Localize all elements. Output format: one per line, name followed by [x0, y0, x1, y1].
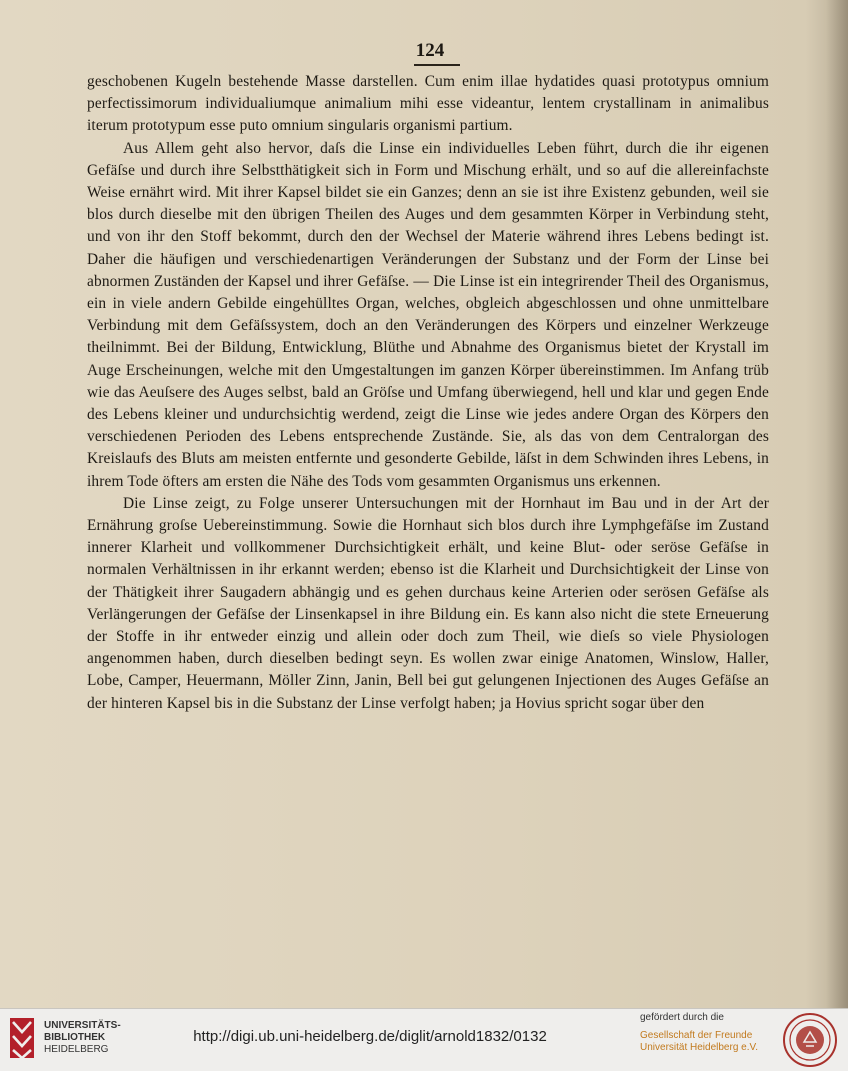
permalink-url[interactable]: http://digi.ub.uni-heidelberg.de/diglit/arnold1832/0132	[193, 1028, 547, 1045]
library-logo-icon	[8, 1014, 36, 1062]
sponsor-prefix: gefördert durch die	[640, 1012, 724, 1023]
sponsor-name: Universität Heidelberg e.V.	[640, 1042, 759, 1053]
paragraph: Die Linse zeigt, zu Folge unserer Untersuchungen mit der Hornhaut im Bau und in der Art der Ernährung groſse Uebereinstimmung. Sowie die Hornhaut sich blos durch ihre Lymphgefäſse im Zustand innerer Klarheit und vollkommener Durchsichtigkeit erhält, und keine Blut- oder seröse Gefäſse in normalen Verhältnissen in ihr erkannt werden; ebenso ist die Klarheit und Durchsichtigkeit der Linse von der Thätigkeit ihrer Saugadern abhängig und es gehen durchaus keine Arterien oder serösen Gefäſse als Verlängerungen der Gefäſse der Linsenkapsel in ihre Bildung ein. Es kann also nicht die stete Erneuerung der Stoffe in ihr entweder einzig und allein oder doch zum Theil, wie dieſs so viele Physiologen angenommen haben, durch dieselben bedingt seyn. Es wollen zwar einige Anatomen, Winslow, Haller, Lobe, Camper, Heuermann, Möller Zinn, Janin, Bell bei gut gelungenen Injectionen des Auges Gefäſse an der hinteren Kapsel bis in die Substanz der Linse verfolgt haben; ja Hovius spricht sogar über den	[87, 494, 769, 712]
page-number-rule	[414, 64, 460, 66]
paragraph: geschobenen Kugeln bestehende Masse darstellen. Cum enim illae hydatides quasi prototypus omnium perfectissimorum individualiumque animalium mihi esse videantur, lentem crystallinam in animalibus iterum prototypum esse puto omnium singularis organismi partium.	[87, 73, 769, 135]
sponsor-block	[640, 1012, 780, 1054]
page-number: 124	[415, 40, 445, 61]
library-name-line: BIBLIOTHEK	[44, 1032, 106, 1043]
body-text	[87, 71, 769, 715]
sponsor-name: Gesellschaft der Freunde	[640, 1030, 753, 1041]
paragraph: Aus Allem geht also hervor, daſs die Linse ein individuelles Leben führt, durch die ihr eigenen Gefäſse und durch ihre Selbstthätigkeit sich in Form und Mischung erhält, und so auf die allereinfachste Weise ernährt wird. Mit ihrer Kapsel bildet sie ein Ganzes; denn an sie ist ihre Existenz gebunden, weil sie blos durch dieselbe mit den übrigen Theilen des Auges und dem gesammten Körper in Verbindung steht, und von ihr den Stoff bekommt, durch den der Wechsel der Materie während ihres Lebens bedingt ist. Daher die häufigen und verschiedenartigen Veränderungen der Substanz und der Form der Linse bei abnormen Zuständen der Kapsel und ihrer Gefäſse. — Die Linse ist ein integrirender Theil des Organismus, ein in viele andern Gebilde eingehülltes Organ, welches, obgleich abgeschlossen und ohne unmittelbare Verbindung mit dem Gefäſssystem, doch an den Veränderungen des Körpers und einzelner Werkzeuge theilnimmt. Bei der Bildung, Entwicklung, Blüthe und Abnahme des Organismus bietet der Krystall im Auge Erscheinungen, welche mit den Umgestaltungen im ganzen Körper übereinstimmen. Im Anfang trüb wie das Aeuſsere des Auges selbst, bald an Gröſse und Umfang überwiegend, hell und klar und gegen Ende des Lebens kleiner und undurchsichtig werdend, zeigt die Linse wie jedes andere Organ des Körpers den verschiedenen Perioden des Lebens entsprechende Zustände. Sie, als das von dem Centralorgan des Kreislaufs des Bluts am meisten entfernte und gesonderte Gebilde, läſst in dem Schwinden ihres Lebens, in ihrem Tode öfters am ersten die Nähe des Tods vom gesammten Organismus uns erkennen.	[87, 139, 769, 490]
university-seal-icon	[782, 1012, 838, 1068]
library-name	[44, 1020, 164, 1056]
library-name-line: UNIVERSITÄTS-	[44, 1020, 121, 1031]
library-name-line: HEIDELBERG	[44, 1044, 109, 1055]
page-edge-shadow	[826, 0, 848, 1008]
